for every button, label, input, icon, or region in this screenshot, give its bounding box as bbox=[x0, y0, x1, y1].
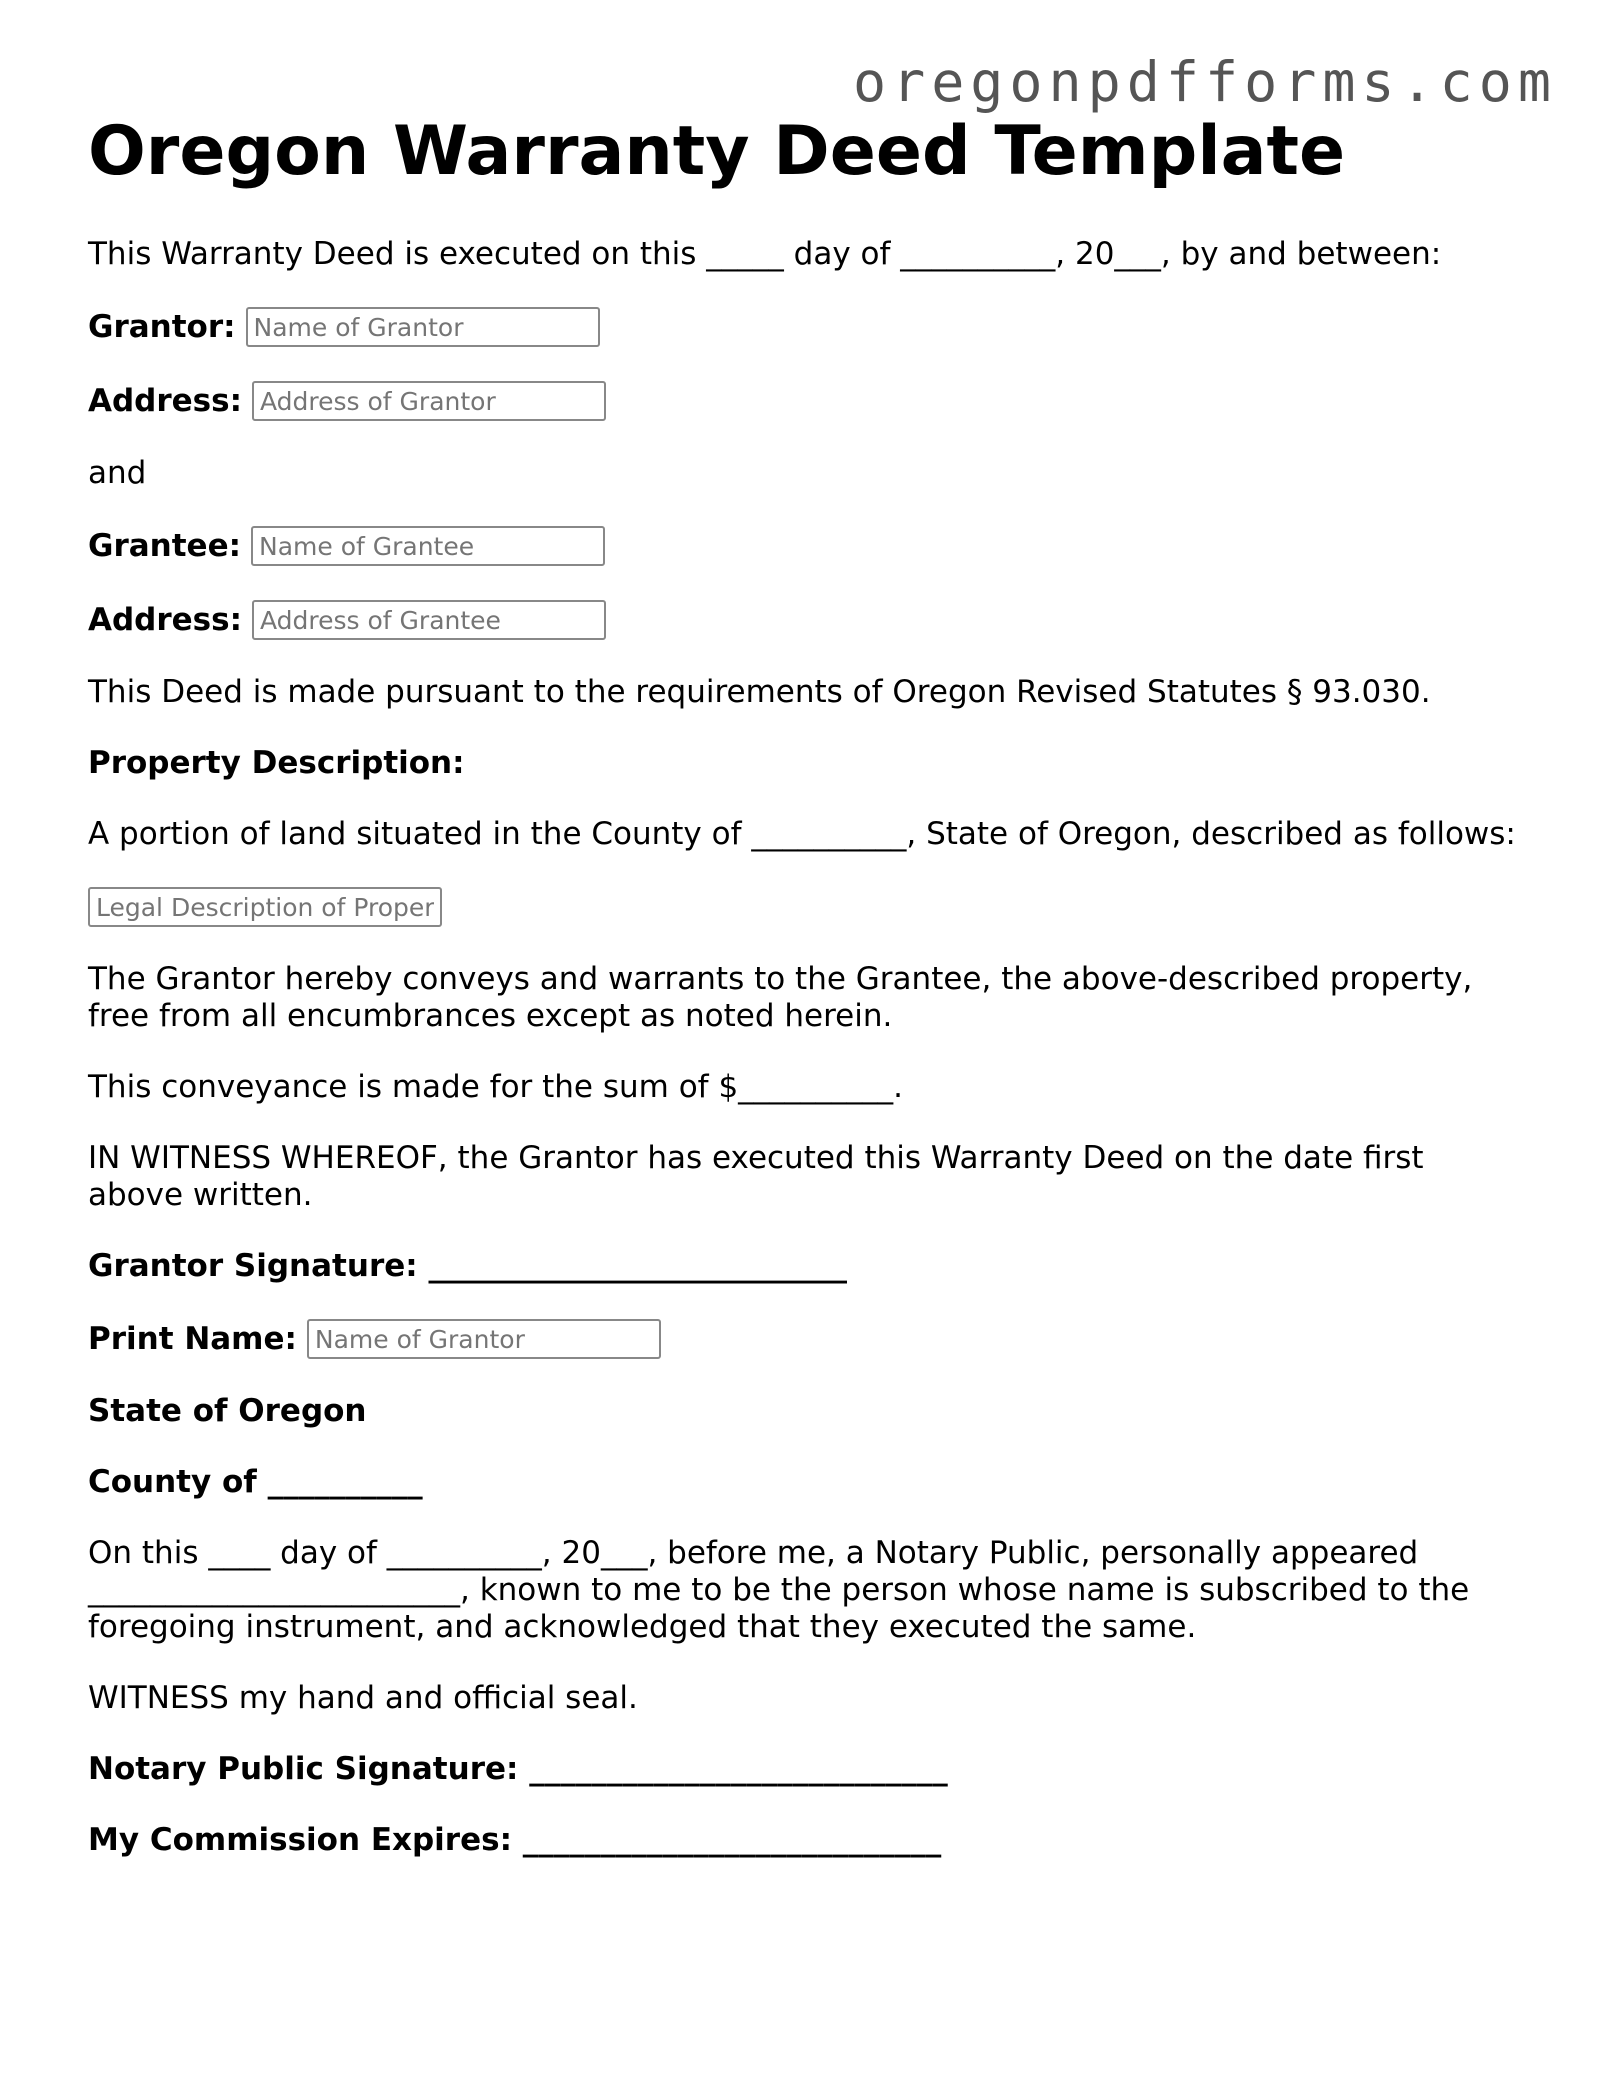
legal-description-input[interactable] bbox=[88, 887, 442, 927]
grantee-address-row bbox=[88, 600, 1528, 640]
deed-content bbox=[88, 108, 1528, 1893]
legal-description-row bbox=[88, 887, 1528, 927]
site-watermark: oregonpdfforms.com bbox=[852, 50, 1557, 114]
grantor-label: Grantor: bbox=[88, 309, 236, 345]
grantor-signature-line: Grantor Signature: ___________________________ bbox=[88, 1248, 847, 1284]
sum-paragraph: This conveyance is made for the sum of $__________. bbox=[88, 1069, 904, 1105]
print-name-label: Print Name: bbox=[88, 1321, 297, 1357]
commission-expires-line: My Commission Expires: ___________________________ bbox=[88, 1822, 942, 1858]
intro-paragraph: This Warranty Deed is executed on this _____ day of __________, 20___, by and between: bbox=[88, 236, 1442, 272]
print-name-input[interactable] bbox=[307, 1319, 661, 1359]
grantor-address-row bbox=[88, 381, 1528, 421]
page-title: Oregon Warranty Deed Template bbox=[88, 112, 1346, 191]
notary-signature-line: Notary Public Signature: ___________________________ bbox=[88, 1751, 948, 1787]
and-text: and bbox=[88, 455, 147, 491]
grantor-row bbox=[88, 307, 1528, 347]
county-heading: County of __________ bbox=[88, 1464, 423, 1500]
grantee-row bbox=[88, 526, 1528, 566]
property-paragraph: A portion of land situated in the County of __________, State of Oregon, described as follows: bbox=[88, 816, 1516, 852]
state-heading: State of Oregon bbox=[88, 1393, 367, 1429]
print-name-row bbox=[88, 1319, 1528, 1359]
notary-paragraph: On this ____ day of __________, 20___, before me, a Notary Public, personally appeared ________________________, known to me to be the person whose name is subscribed to the foregoing instrument, and acknowledged that they executed the same. bbox=[88, 1535, 1470, 1645]
property-heading: Property Description: bbox=[88, 745, 465, 781]
grantee-name-input[interactable] bbox=[251, 526, 605, 566]
grantee-label: Grantee: bbox=[88, 528, 241, 564]
grantor-address-label: Address: bbox=[88, 383, 242, 419]
grantee-address-label: Address: bbox=[88, 602, 242, 638]
grantor-name-input[interactable] bbox=[246, 307, 600, 347]
grantor-address-input[interactable] bbox=[252, 381, 606, 421]
statute-paragraph: This Deed is made pursuant to the requirements of Oregon Revised Statutes § 93.030. bbox=[88, 674, 1431, 710]
grantee-address-input[interactable] bbox=[252, 600, 606, 640]
conveys-paragraph: The Grantor hereby conveys and warrants to the Grantee, the above-described property, free from all encumbrances except as noted herein. bbox=[88, 961, 1473, 1034]
witness-whereof-paragraph: IN WITNESS WHEREOF, the Grantor has executed this Warranty Deed on the date first above written. bbox=[88, 1140, 1424, 1213]
witness-seal-paragraph: WITNESS my hand and official seal. bbox=[88, 1680, 638, 1716]
